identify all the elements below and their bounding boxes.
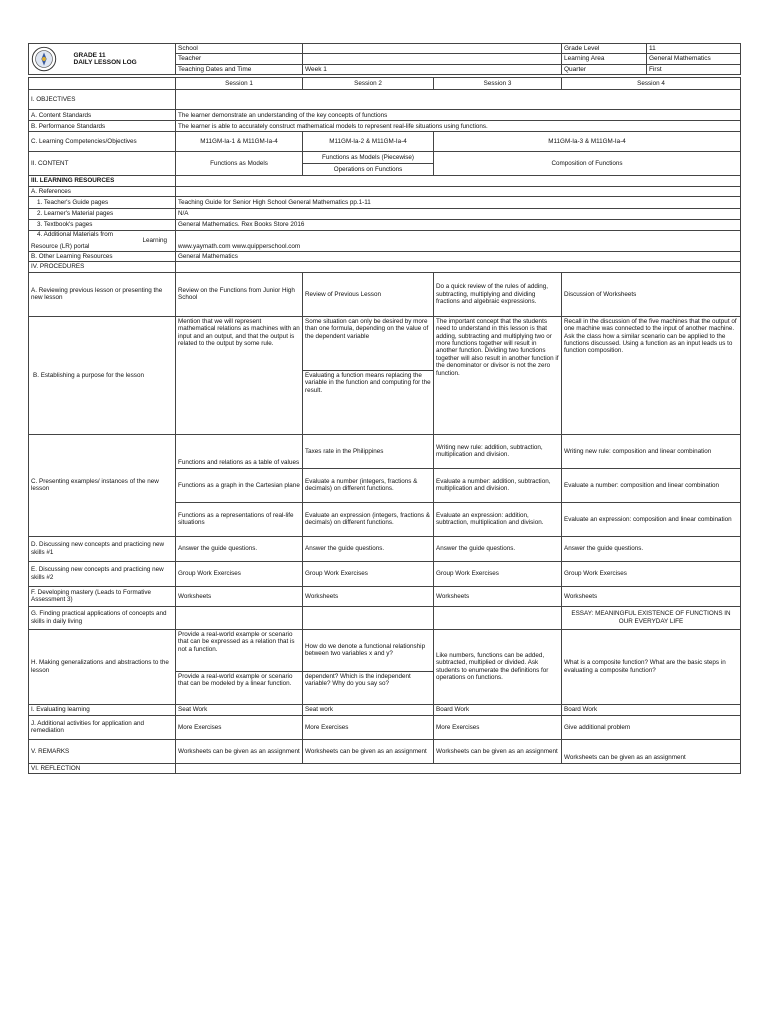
procedure-f-label: F. Developing mastery (Leads to Formative Assessment 3) — [29, 586, 176, 606]
procedure-c3-session-2: Evaluate an expression (integers, fractions & decimals) on different functions. — [303, 502, 434, 536]
school-label: School — [176, 44, 303, 54]
procedure-b-session-1: Mention that we will represent mathematical relations as machines with an input and an output, and that the output is related to the output by some rule. — [176, 316, 303, 434]
content-session-1: Functions as Models — [176, 152, 303, 176]
content-session-2a: Functions as Models (Piecewise) — [303, 152, 434, 164]
procedure-a-session-2: Review of Previous Lesson — [303, 272, 434, 316]
dates-label: Teaching Dates and Time — [176, 64, 303, 74]
learning-area-label: Learning Area — [562, 54, 647, 64]
procedure-j-session-3: More Exercises — [434, 715, 562, 739]
remarks-label: V. REMARKS — [29, 739, 176, 763]
procedure-a-session-3: Do a quick review of the rules of adding, subtracting, multiplying and dividing fractions and algebraic expressions. — [434, 272, 562, 316]
content-heading: II. CONTENT — [29, 152, 176, 176]
teachers-guide-label: 1. Teacher's Guide pages — [29, 197, 176, 209]
content-standards-value: The learner demonstrate an understanding of the key concepts of functions — [176, 110, 741, 121]
references-blank — [176, 186, 741, 196]
other-resources-value: General Mathematics — [176, 252, 741, 262]
quarter-value[interactable]: First — [647, 64, 741, 74]
sessions-corner — [29, 78, 176, 90]
procedure-g-session-1 — [176, 606, 303, 629]
school-value[interactable] — [303, 44, 562, 54]
procedure-c2-session-4: Evaluate a number: composition and linear combination — [562, 468, 741, 502]
additional-label-line2: Learning — [142, 237, 167, 245]
procedures-blank — [176, 262, 741, 272]
objectives-blank — [176, 90, 741, 110]
procedure-e-session-4: Group Work Exercises — [562, 561, 741, 586]
procedure-h-session-1a: Provide a real-world example or scenario that can be expressed as a relation that is not a function. — [176, 629, 303, 671]
procedure-j-session-2: More Exercises — [303, 715, 434, 739]
objectives-heading: I. OBJECTIVES — [29, 90, 176, 110]
procedure-c2-session-3: Evaluate a number: addition, subtraction, multiplication and division. — [434, 468, 562, 502]
procedure-i-session-2: Seat work — [303, 704, 434, 715]
procedure-f-session-2: Worksheets — [303, 586, 434, 606]
procedure-d-session-2: Answer the guide questions. — [303, 536, 434, 561]
learners-material-label: 2. Learner's Material pages — [29, 209, 176, 220]
content-session-34: Composition of Functions — [434, 152, 741, 176]
session-1-header: Session 1 — [176, 78, 303, 90]
procedure-i-session-4: Board Work — [562, 704, 741, 715]
procedure-b-session-2b: Evaluating a function means replacing the variable in the function and computing for the result. — [303, 370, 434, 434]
content-session-2b: Operations on Functions — [303, 164, 434, 176]
procedure-c1-session-2: Taxes rate in the Philippines — [303, 434, 434, 468]
procedure-h-label: H. Making generalizations and abstractions to the lesson — [29, 629, 176, 704]
teachers-guide-value: Teaching Guide for Senior High School General Mathematics pp.1-11 — [176, 197, 741, 209]
dates-value[interactable]: Week 1 — [303, 64, 562, 74]
textbook-label: 3. Textbook's pages — [29, 220, 176, 231]
daily-lesson-log-sheet — [28, 43, 740, 774]
procedure-i-label: I. Evaluating learning — [29, 704, 176, 715]
additional-materials-value[interactable]: www.yaymath.com www.quipperschool.com — [176, 231, 741, 252]
procedure-c1-session-4: Writing new rule: composition and linear combination — [562, 434, 741, 468]
procedure-g-label: G. Finding practical applications of concepts and skills in daily living — [29, 606, 176, 629]
grade-level-label: Grade Level — [562, 44, 647, 54]
additional-label-line1: 4. Additional Materials from — [37, 231, 113, 239]
procedure-i-session-1: Seat Work — [176, 704, 303, 715]
resources-heading: III. LEARNING RESOURCES — [29, 176, 176, 186]
deped-seal-icon — [31, 46, 57, 72]
additional-materials-label — [29, 231, 176, 252]
textbook-value: General Mathematics. Rex Books Store 2016 — [176, 220, 741, 231]
grade-label: GRADE 11 — [73, 51, 106, 59]
procedure-h-session-2b: dependent? Which is the independent variable? Why do you say so? — [303, 671, 434, 704]
references-label: A. References — [29, 186, 176, 196]
performance-standards-label: B. Performance Standards — [29, 121, 176, 132]
learners-material-value: N/A — [176, 209, 741, 220]
reflection-blank — [176, 763, 741, 773]
quarter-label: Quarter — [562, 64, 647, 74]
competency-session-34: M11GM-Ia-3 & M11GM-Ia-4 — [434, 132, 741, 152]
procedure-d-session-4: Answer the guide questions. — [562, 536, 741, 561]
other-resources-label: B. Other Learning Resources — [29, 252, 176, 262]
procedure-d-session-1: Answer the guide questions. — [176, 536, 303, 561]
session-3-header: Session 3 — [434, 78, 562, 90]
session-4-header: Session 4 — [562, 78, 741, 90]
resources-blank — [176, 176, 741, 186]
procedure-g-session-2 — [303, 606, 434, 629]
procedure-a-label: A. Reviewing previous lesson or presenting the new lesson — [29, 272, 176, 316]
reflection-label: VI. REFLECTION — [29, 763, 176, 773]
procedure-h-session-2a: How do we denote a functional relationship between two variables x and y? — [303, 629, 434, 671]
lesson-log-table — [28, 43, 741, 774]
procedure-c3-session-1: Functions as a representations of real-life situations — [176, 502, 303, 536]
teacher-label: Teacher — [176, 54, 303, 64]
procedure-b-session-2a: Some situation can only be desired by more than one formula, depending on the value of the dependent variable — [303, 316, 434, 370]
performance-standards-value: The learner is able to accurately construct mathematical models to represent real-life situations using functions. — [176, 121, 741, 132]
procedure-f-session-4: Worksheets — [562, 586, 741, 606]
procedure-d-session-3: Answer the guide questions. — [434, 536, 562, 561]
procedure-c1-session-3: Writing new rule: addition, subtraction, multiplication and division. — [434, 434, 562, 468]
deped-seal-cell — [29, 44, 72, 75]
procedure-g-session-3 — [434, 606, 562, 629]
teacher-value[interactable] — [303, 54, 562, 64]
competencies-label: C. Learning Competencies/Objectives — [29, 132, 176, 152]
procedure-c2-session-2: Evaluate a number (integers, fractions & decimals) on different functions. — [303, 468, 434, 502]
log-title: DAILY LESSON LOG — [73, 59, 137, 67]
procedure-h-session-3: Like numbers, functions can be added, subtracted, multiplied or divided. Ask students to enumerate the definitions for operations on functions. — [434, 629, 562, 704]
procedure-j-session-1: More Exercises — [176, 715, 303, 739]
procedure-f-session-3: Worksheets — [434, 586, 562, 606]
grade-level-value[interactable]: 11 — [647, 44, 741, 54]
procedure-a-session-1: Review on the Functions from Junior High School — [176, 272, 303, 316]
procedures-heading: IV. PROCEDURES — [29, 262, 176, 272]
procedure-a-session-4: Discussion of Worksheets — [562, 272, 741, 316]
procedure-e-session-1: Group Work Exercises — [176, 561, 303, 586]
procedure-e-label: E. Discussing new concepts and practicing new skills #2 — [29, 561, 176, 586]
procedure-c1-session-1: Functions and relations as a table of values — [176, 434, 303, 468]
procedure-c-label: C. Presenting examples/ instances of the new lesson — [29, 434, 176, 536]
procedure-f-session-1: Worksheets — [176, 586, 303, 606]
procedure-e-session-2: Group Work Exercises — [303, 561, 434, 586]
procedure-j-session-4: Give additional problem — [562, 715, 741, 739]
procedure-g-session-4: ESSAY: MEANINGFUL EXISTENCE OF FUNCTIONS IN OUR EVERYDAY LIFE — [562, 606, 741, 629]
remarks-session-4: Worksheets can be given as an assignment — [562, 739, 741, 763]
procedure-c2-session-1: Functions as a graph in the Cartesian plane — [176, 468, 303, 502]
procedure-c3-session-3: Evaluate an expression: addition, subtraction, multiplication and division. — [434, 502, 562, 536]
additional-label-line3: Resource (LR) portal — [31, 243, 90, 251]
remarks-session-3: Worksheets can be given as an assignment — [434, 739, 562, 763]
procedure-h-session-1b: Provide a real-world example or scenario that can be modeled by a linear function. — [176, 671, 303, 704]
procedure-b-session-4: Recall in the discussion of the five machines that the output of one machine was connected to the input of another machine. Ask the class how a similar scenario can be applied to the functions discussed. Using a function as an input leads us to function composition. — [562, 316, 741, 434]
procedure-i-session-3: Board Work — [434, 704, 562, 715]
session-2-header: Session 2 — [303, 78, 434, 90]
procedure-b-session-3: The important concept that the students need to understand in this lesson is that adding, subtracting and multiplying two or more functions together will result in another function. Dividing two functions together will also result in another function if the denominator or divisor is not the zero function. — [434, 316, 562, 434]
competency-session-2: M11GM-Ia-2 & M11GM-Ia-4 — [303, 132, 434, 152]
remarks-session-2: Worksheets can be given as an assignment — [303, 739, 434, 763]
procedure-b-label: B. Establishing a purpose for the lesson — [29, 316, 176, 434]
procedure-d-label: D. Discussing new concepts and practicing new skills #1 — [29, 536, 176, 561]
procedure-e-session-3: Group Work Exercises — [434, 561, 562, 586]
competency-session-1: M11GM-Ia-1 & M11GM-Ia-4 — [176, 132, 303, 152]
learning-area-value[interactable]: General Mathematics — [647, 54, 741, 64]
remarks-session-1: Worksheets can be given as an assignment — [176, 739, 303, 763]
procedure-j-label: J. Additional activities for application and remediation — [29, 715, 176, 739]
content-standards-label: A. Content Standards — [29, 110, 176, 121]
procedure-c3-session-4: Evaluate an expression: composition and linear combination — [562, 502, 741, 536]
grade-log-title — [72, 44, 176, 75]
procedure-h-session-4: What is a composite function? What are the basic steps in evaluating a composite function? — [562, 629, 741, 704]
